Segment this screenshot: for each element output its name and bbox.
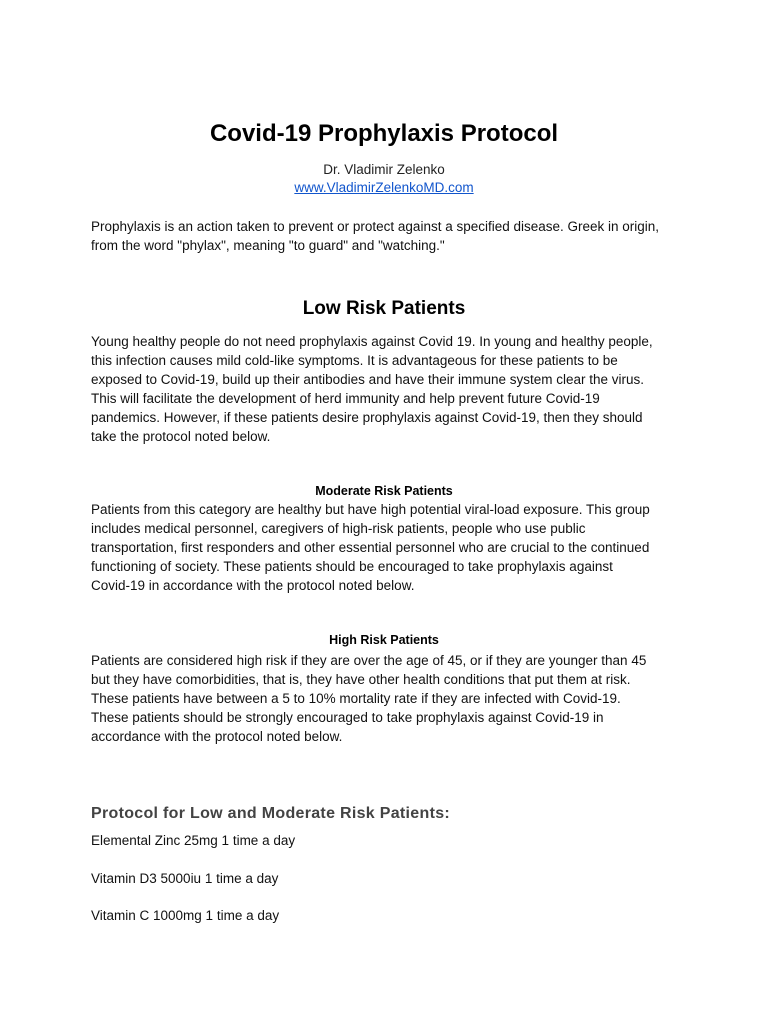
low-risk-line: Young healthy people do not need prophylaxis against Covid 19. In young and healthy people, [91, 334, 653, 349]
protocol-heading: Protocol for Low and Moderate Risk Patients: [91, 805, 451, 822]
low-risk-paragraph [91, 332, 683, 446]
high-risk-line: but they have comorbidities, that is, they have other health conditions that put them at risk. [91, 672, 631, 687]
protocol-item: Vitamin D3 5000iu 1 time a day [91, 871, 279, 886]
low-risk-line: This will facilitate the development of herd immunity and help prevent future Covid-19 [91, 391, 600, 406]
intro-paragraph [91, 217, 683, 255]
moderate-risk-line: Covid-19 in accordance with the protocol noted below. [91, 578, 415, 593]
protocol-item: Elemental Zinc 25mg 1 time a day [91, 833, 296, 848]
moderate-risk-line: functioning of society. These patients should be encouraged to take prophylaxis against [91, 559, 613, 574]
intro-line: from the word "phylax", meaning "to guard" and "watching." [91, 238, 445, 253]
high-risk-paragraph [91, 651, 683, 746]
low-risk-line: exposed to Covid-19, build up their antibodies and have their immune system clear the virus. [91, 372, 645, 387]
high-risk-line: Patients are considered high risk if they are over the age of 45, or if they are younger than 45 [91, 653, 647, 668]
low-risk-line: pandemics. However, if these patients desire prophylaxis against Covid-19, then they should [91, 410, 643, 425]
intro-line: Prophylaxis is an action taken to prevent or protect against a specified disease. Greek in origin, [91, 219, 660, 234]
high-risk-line: These patients have between a 5 to 10% mortality rate if they are infected with Covid-19. [91, 691, 621, 706]
moderate-risk-paragraph [91, 500, 683, 595]
low-risk-line: this infection causes mild cold-like symptoms. It is advantageous for these patients to be [91, 353, 618, 368]
high-risk-line: These patients should be strongly encouraged to take prophylaxis against Covid-19 in [91, 710, 604, 725]
high-risk-line: accordance with the protocol noted below. [91, 729, 343, 744]
author-name: Dr. Vladimir Zelenko [323, 162, 445, 177]
high-risk-heading: High Risk Patients [329, 633, 439, 647]
moderate-risk-heading: Moderate Risk Patients [315, 484, 453, 498]
website-link[interactable] [0, 179, 768, 197]
protocol-item: Vitamin C 1000mg 1 time a day [91, 908, 280, 923]
moderate-risk-line: transportation, first responders and other essential personnel who are crucial to the continued [91, 540, 650, 555]
website-link-text[interactable]: www.VladimirZelenkoMD.com [294, 180, 474, 195]
document-title: Covid-19 Prophylaxis Protocol [209, 120, 559, 147]
moderate-risk-line: Patients from this category are healthy but have high potential viral-load exposure. This group [91, 502, 650, 517]
low-risk-heading: Low Risk Patients [302, 298, 466, 319]
low-risk-line: take the protocol noted below. [91, 429, 271, 444]
moderate-risk-line: includes medical personnel, caregivers of high-risk patients, people who use public [91, 521, 586, 536]
